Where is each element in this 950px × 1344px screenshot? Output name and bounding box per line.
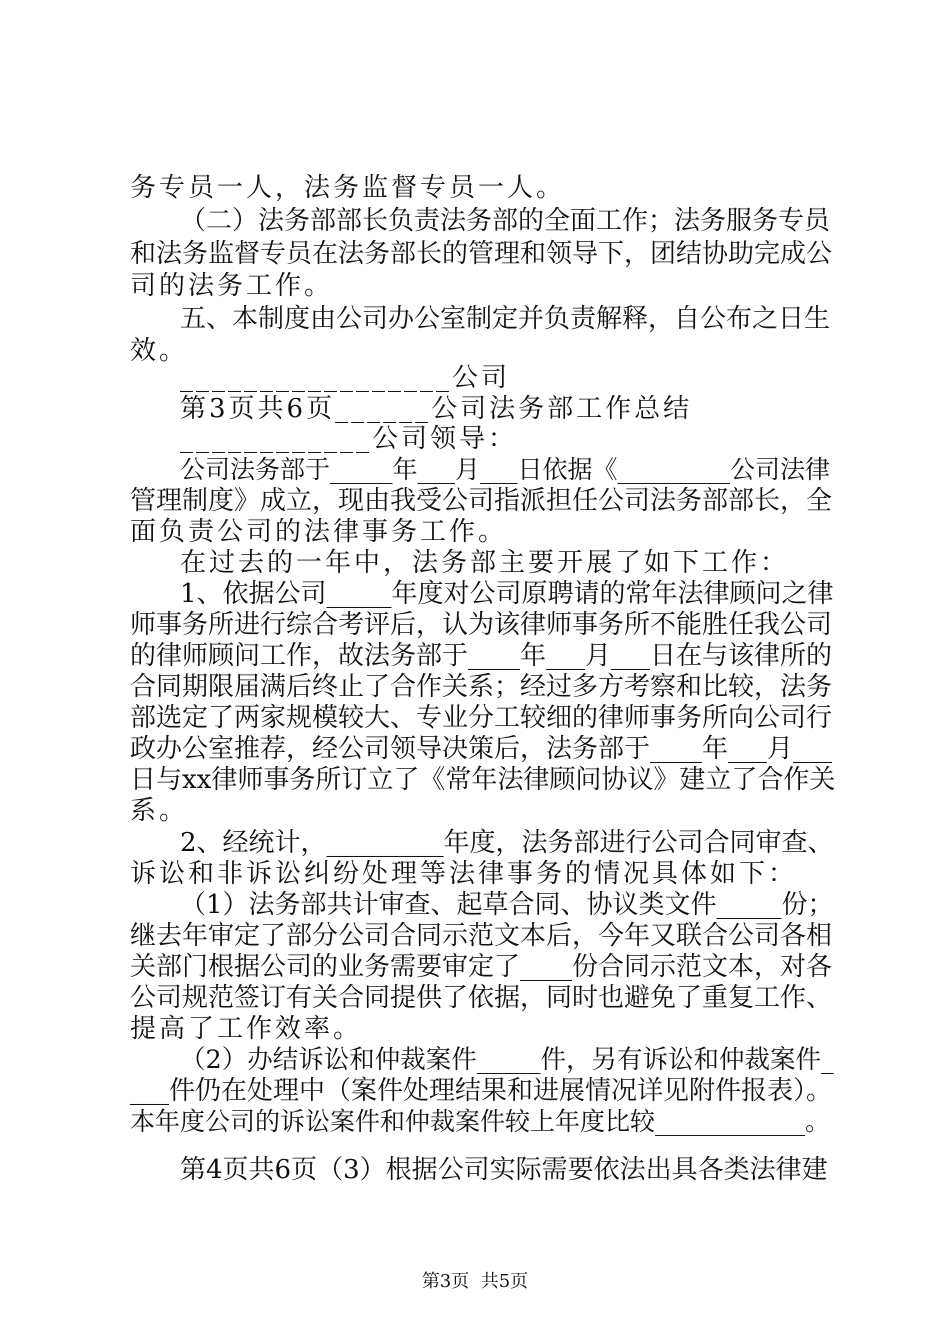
body-line: 公司规范签订有关合同提供了依据，同时也避免了重复工作、	[130, 983, 833, 1013]
body-line: 师事务所进行综合考评后，认为该律师事务所不能胜任我公司	[130, 610, 833, 640]
body-line: 政办公室推荐，经公司领导决策后，法务部于____年___月___	[130, 734, 833, 764]
body-line: （二）法务部部长负责法务部的全面工作；法务服务专员	[180, 206, 831, 236]
body-line: 本年度公司的诉讼案件和仲裁案件较上年度比较____________。	[130, 1107, 831, 1136]
body-line: 1、依据公司_____年度对公司原聘请的常年法律顾问之律	[180, 579, 834, 609]
body-line: （1）法务部共计审查、起草合同、协议类文件_____份；	[180, 890, 834, 920]
body-line: 五、本制度由公司办公室制定并负责解释，自公布之日生	[180, 304, 831, 334]
body-line: 在过去的一年中，法务部主要开展了如下工作：	[180, 548, 790, 578]
body-line: ____________公司领导：	[180, 424, 518, 454]
body-line: 公司法务部于_____年___月___日依据《_________公司法律	[180, 455, 831, 484]
body-line: 的律师顾问工作，故法务部于____年___月___日在与该律所的	[130, 641, 833, 671]
body-line: 第3页共6页______公司法务部工作总结	[180, 394, 693, 424]
body-line: 司的法务工作。	[130, 271, 334, 301]
body-line: 提高了工作效率。	[130, 1014, 363, 1044]
page-footer: 第3页 共5页	[421, 1271, 529, 1292]
body-line: 和法务监督专员在法务部长的管理和领导下，团结协助完成公	[130, 239, 833, 269]
body-line: 合同期限届满后终止了合作关系；经过多方考察和比较，法务	[130, 672, 833, 702]
body-line: 系。	[130, 796, 189, 826]
body-line: 第4页共6页（3）根据公司实际需要依法出具各类法律建	[180, 1155, 828, 1185]
body-line: 继去年审定了部分公司合同示范文本后，今年又联合公司各相	[130, 921, 833, 951]
body-line: ___件仍在处理中（案件处理结果和进展情况详见附件报表）。	[130, 1076, 833, 1106]
body-line: 效。	[130, 336, 189, 366]
body-line: 部选定了两家规模较大、专业分工较细的律师事务所向公司行	[130, 703, 833, 733]
body-line: 面负责公司的法律事务工作。	[130, 517, 508, 547]
body-line: 务专员一人，法务监督专员一人。	[130, 173, 566, 203]
body-line: （2）办结诉讼和仲裁案件_____件，另有诉讼和仲裁案件_	[180, 1045, 834, 1075]
body-line: 2、经统计，_________年度，法务部进行公司合同审查、	[180, 828, 834, 858]
body-line: 诉讼和非诉讼纠纷处理等法律事务的情况具体如下：	[130, 859, 798, 889]
body-line: 管理制度》成立，现由我受公司指派担任公司法务部部长，全	[130, 486, 833, 516]
body-line: 日与xx律师事务所订立了《常年法律顾问协议》建立了合作关	[130, 765, 836, 795]
body-line: _________________公司	[180, 363, 511, 393]
body-line: 关部门根据公司的业务需要审定了____份合同示范文本，对各	[130, 952, 833, 982]
